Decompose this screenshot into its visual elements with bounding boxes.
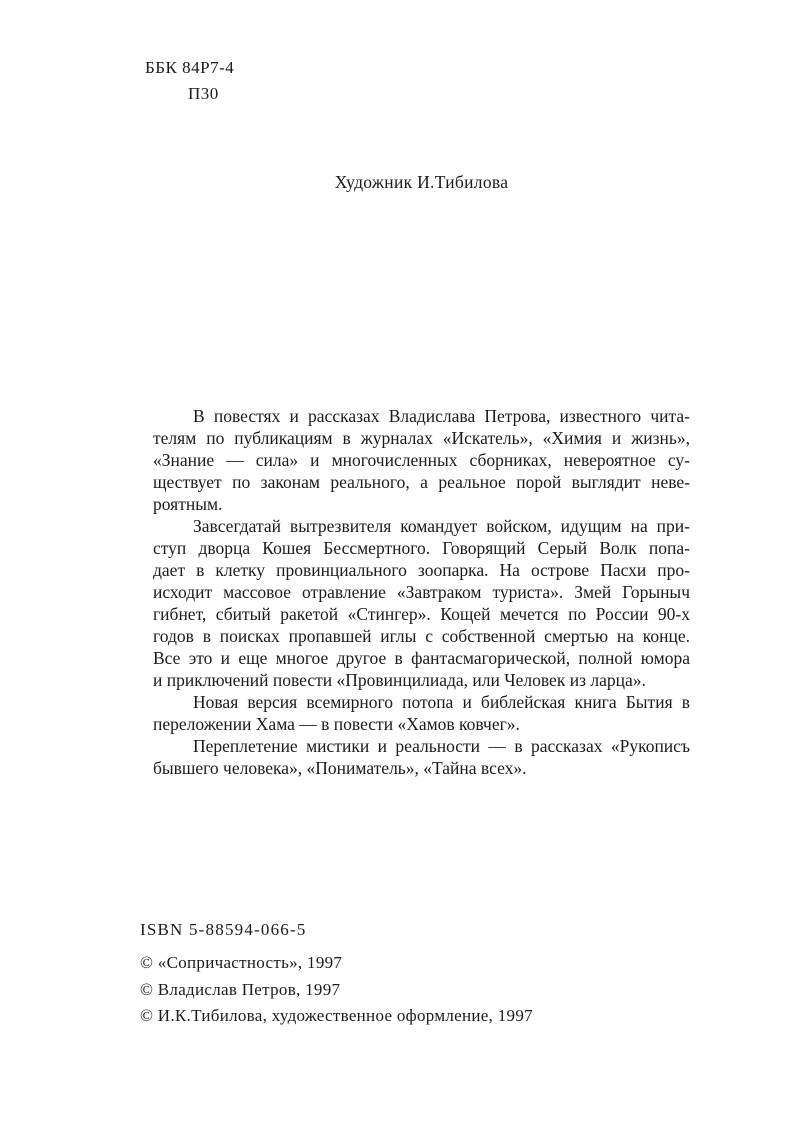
annotation-line: роятным. [153, 494, 223, 514]
annotation-line: «Знание — сила» и многочисленных сборниках, невероятное су- [153, 450, 690, 470]
copyright-line-publisher: © «Сопричастность», 1997 [140, 953, 343, 972]
annotation-line: дает в клетку провинциального зоопарка. На острове Пасхи про- [153, 560, 690, 580]
bbk-block [145, 55, 234, 107]
isbn: ISBN 5-88594-066-5 [140, 920, 307, 939]
bbk-code: ББК 84Р7-4 [145, 58, 235, 77]
annotation-line: годов в поисках пропавшей иглы с собственной смертью на конце. [153, 626, 690, 646]
copyright-line-author: © Владислав Петров, 1997 [140, 979, 341, 999]
annotation-line: бывшего человека», «Пониматель», «Тайна всех». [153, 758, 527, 778]
annotation-line: В повестях и рассказах Владислава Петрова, известного чита- [193, 406, 690, 426]
annotation-line: Переплетение мистики и реальности — в рассказах «Рукописъ [193, 736, 690, 756]
annotation-line: ществует по законам реального, а реальное порой выглядит неве- [153, 472, 690, 492]
copyright-line-artist: © И.К.Тибилова, художественное оформление, 1997 [140, 1006, 533, 1025]
annotation-line: ступ дворца Кошея Бессмертного. Говорящий Серый Волк попа- [153, 538, 690, 558]
annotation-line: Завсегдатай вытрезвителя командует войском, идущим на при- [193, 516, 690, 536]
artist-credit: Художник И.Тибилова [334, 172, 509, 192]
annotation-line: Все это и еще многое другое в фантасмагорической, полной юмора [153, 648, 690, 668]
annotation-line: переложении Хама — в повести «Хамов ковчег». [153, 714, 520, 734]
annotation-line: Новая версия всемирного потопа и библейская книга Бытия в [193, 692, 690, 712]
annotation-line: гибнет, сбитый ракетой «Стингер». Кощей мечется по России 90-х [153, 604, 690, 624]
copyright-block [140, 950, 533, 1030]
annotation-line: и приключений повести «Провинцилиада, или Человек из ларца». [153, 670, 646, 690]
annotation-line: исходит массовое отравление «Завтраком туриста». Змей Горыныч [153, 582, 690, 602]
annotation-text [153, 405, 690, 779]
annotation-line: телям по публикациям в журналах «Искатель», «Химия и жизнь», [153, 428, 690, 448]
author-sign-code: П30 [188, 84, 219, 103]
